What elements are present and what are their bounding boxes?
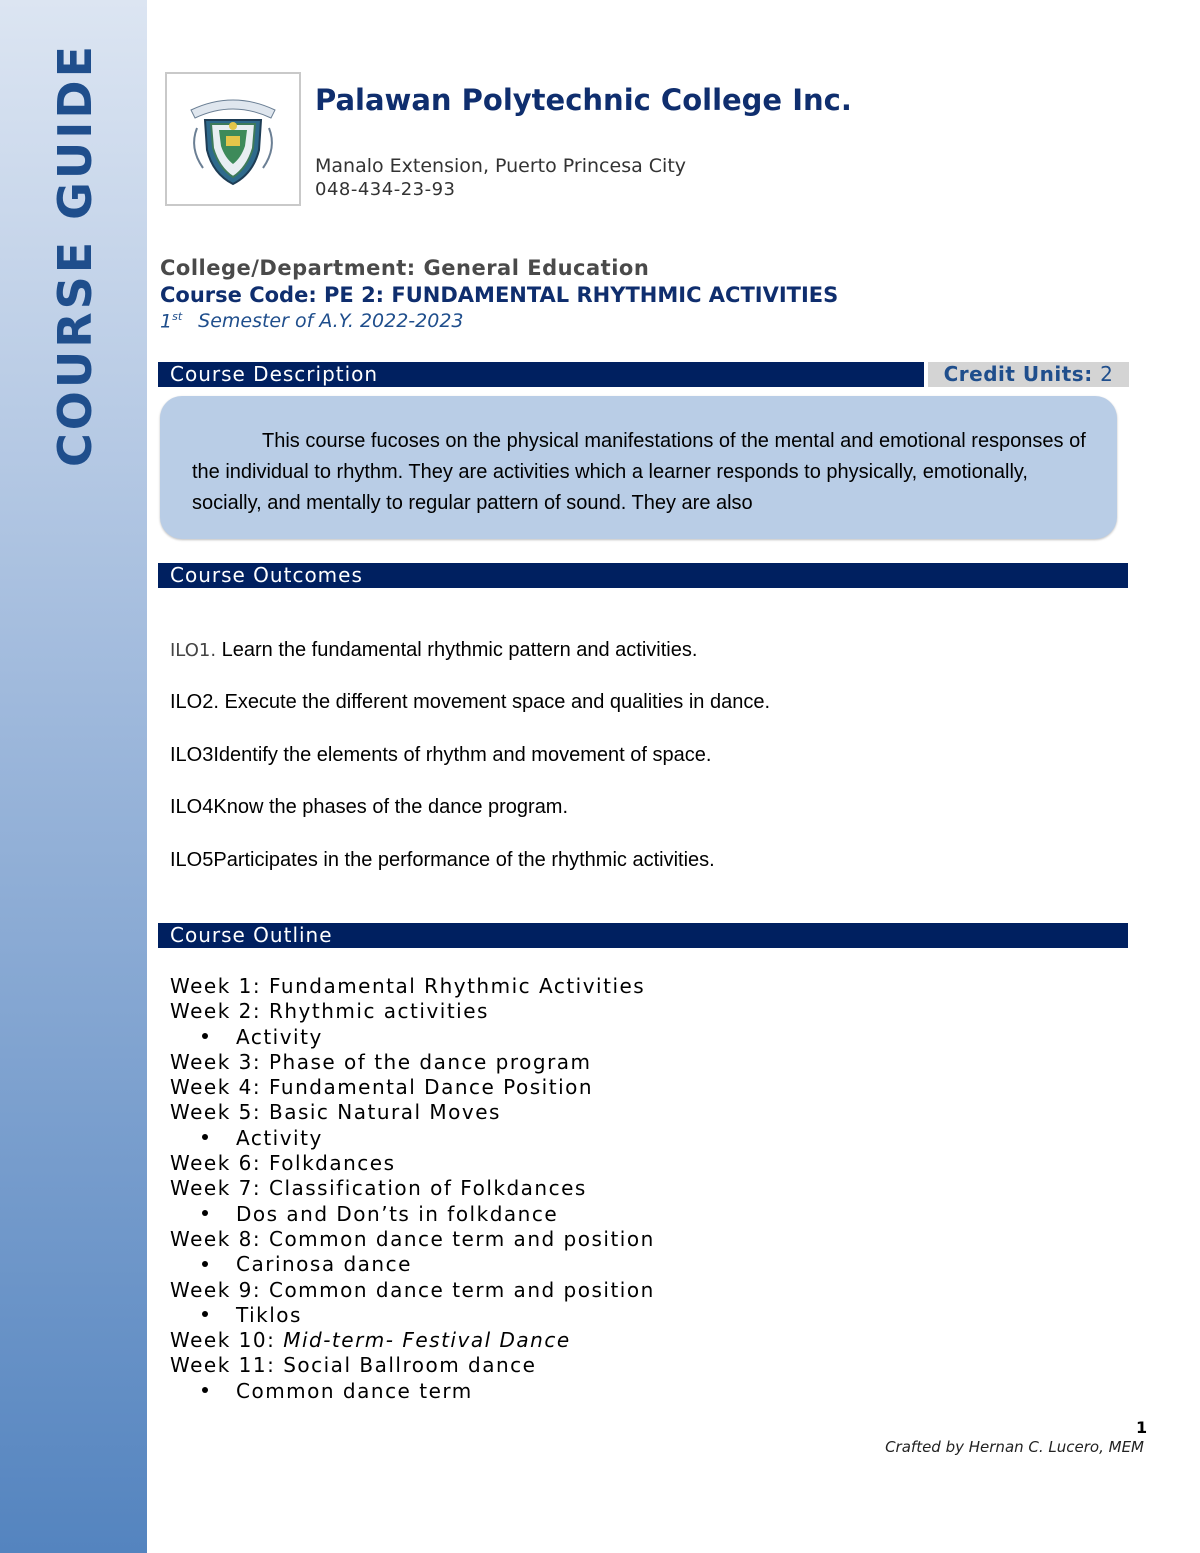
outcome-item: ILO2. Execute the different movement space and qualities in dance. xyxy=(170,691,770,713)
course-description-text: This course fucoses on the physical manifestations of the mental and emotional responses of the individual to rhythm. They are activities which a learner responds to physically, emotionally, socially, and mentally to regular pattern of sound. They are also xyxy=(192,430,1086,514)
week-label: Week 5: xyxy=(170,1100,262,1125)
week-label: Week 6: xyxy=(170,1151,262,1176)
course-description-heading: Course Description xyxy=(158,362,924,387)
week-label: Week 11: xyxy=(170,1353,276,1378)
department-line: College/Department: General Education xyxy=(160,256,650,280)
outline-week xyxy=(170,1278,655,1303)
college-name: Palawan Polytechnic College Inc. xyxy=(315,83,852,117)
bullet-icon xyxy=(202,1387,208,1393)
week-label: Week 3: xyxy=(170,1049,262,1074)
week-label: Week 9: xyxy=(170,1277,262,1302)
outline-subitem xyxy=(170,1379,655,1404)
subitem-text: Activity xyxy=(236,1024,323,1049)
week-label: Week 7: xyxy=(170,1176,262,1201)
college-logo xyxy=(165,72,301,206)
week-label: Week 2: xyxy=(170,999,262,1024)
course-description-box xyxy=(160,396,1117,539)
semester-number: 1 xyxy=(160,310,173,333)
outline-week xyxy=(170,999,655,1024)
subitem-text: Tiklos xyxy=(236,1302,302,1327)
sidebar-title: COURSE GUIDE xyxy=(48,42,102,468)
outcome-text: Learn the fundamental rhythmic pattern and activities. xyxy=(216,639,698,661)
college-phone: 048-434-23-93 xyxy=(315,179,456,200)
subitem-text: Carinosa dance xyxy=(236,1252,412,1277)
outcome-item: ILO3Identify the elements of rhythm and movement of space. xyxy=(170,744,712,766)
week-label: Week 8: xyxy=(170,1226,262,1251)
week-topic: Rhythmic activities xyxy=(261,999,489,1024)
outline-week xyxy=(170,1353,655,1378)
week-label: Week 1: xyxy=(170,974,262,998)
week-topic: Classification of Folkdances xyxy=(261,1176,587,1201)
outline-week xyxy=(170,1151,655,1176)
week-topic: Fundamental Rhythmic Activities xyxy=(261,974,646,998)
outline-week xyxy=(170,1075,655,1100)
credit-units-badge xyxy=(928,362,1129,387)
outline-week xyxy=(170,1176,655,1201)
course-outcomes-heading: Course Outcomes xyxy=(158,563,1128,588)
subitem-text: Activity xyxy=(236,1125,323,1150)
college-seal-icon xyxy=(183,88,283,188)
subitem-text: Common dance term xyxy=(236,1378,473,1403)
college-address: Manalo Extension, Puerto Princesa City xyxy=(315,155,687,177)
bullet-icon xyxy=(202,1210,208,1216)
outline-subitem xyxy=(170,1303,655,1328)
outline-subitem xyxy=(170,1202,655,1227)
outcome-item xyxy=(170,639,697,662)
crafted-by-footer: Crafted by Hernan C. Lucero, MEM xyxy=(885,1438,1144,1456)
course-code-line: Course Code: PE 2: FUNDAMENTAL RHYTHMIC ACTIVITIES xyxy=(160,283,839,307)
outline-week xyxy=(170,1050,655,1075)
week-topic: Folkdances xyxy=(261,1151,396,1176)
bullet-icon xyxy=(202,1134,208,1140)
subitem-text: Dos and Don’ts in folkdance xyxy=(236,1201,559,1226)
sidebar-gradient xyxy=(0,0,147,1553)
credit-units-value: 2 xyxy=(1100,362,1114,386)
semester-ordinal: st xyxy=(172,310,183,323)
week-topic: Common dance term and position xyxy=(261,1226,655,1251)
semester-line xyxy=(160,310,464,332)
course-outline-list xyxy=(170,974,655,1404)
outline-week xyxy=(170,1227,655,1252)
outcome-prefix: ILO1. xyxy=(170,640,217,661)
week-topic: Phase of the dance program xyxy=(261,1049,592,1074)
outline-subitem xyxy=(170,1252,655,1277)
outline-subitem xyxy=(170,1025,655,1050)
outline-subitem xyxy=(170,1126,655,1151)
week-label: Week 10: xyxy=(170,1328,276,1353)
bullet-icon xyxy=(202,1033,208,1039)
semester-text: Semester of A.Y. 2022-2023 xyxy=(198,310,464,333)
bullet-icon xyxy=(202,1261,208,1267)
week-topic: Common dance term and position xyxy=(261,1277,655,1302)
week-topic: Mid-term- Festival Dance xyxy=(275,1328,571,1353)
week-label: Week 4: xyxy=(170,1075,262,1100)
outline-week xyxy=(170,974,655,999)
week-topic: Basic Natural Moves xyxy=(261,1100,501,1125)
course-outline-heading: Course Outline xyxy=(158,923,1128,948)
outcome-item: ILO5Participates in the performance of the rhythmic activities. xyxy=(170,849,715,871)
credit-units-label: Credit Units: xyxy=(943,362,1093,386)
outline-week xyxy=(170,1100,655,1125)
page-number: 1 xyxy=(1136,1418,1148,1437)
week-topic: Fundamental Dance Position xyxy=(261,1075,594,1100)
outcome-item: ILO4Know the phases of the dance program. xyxy=(170,796,569,818)
week-topic: Social Ballroom dance xyxy=(275,1353,537,1378)
sidebar-title-area xyxy=(0,0,147,468)
bullet-icon xyxy=(202,1311,208,1317)
outline-week xyxy=(170,1328,655,1353)
